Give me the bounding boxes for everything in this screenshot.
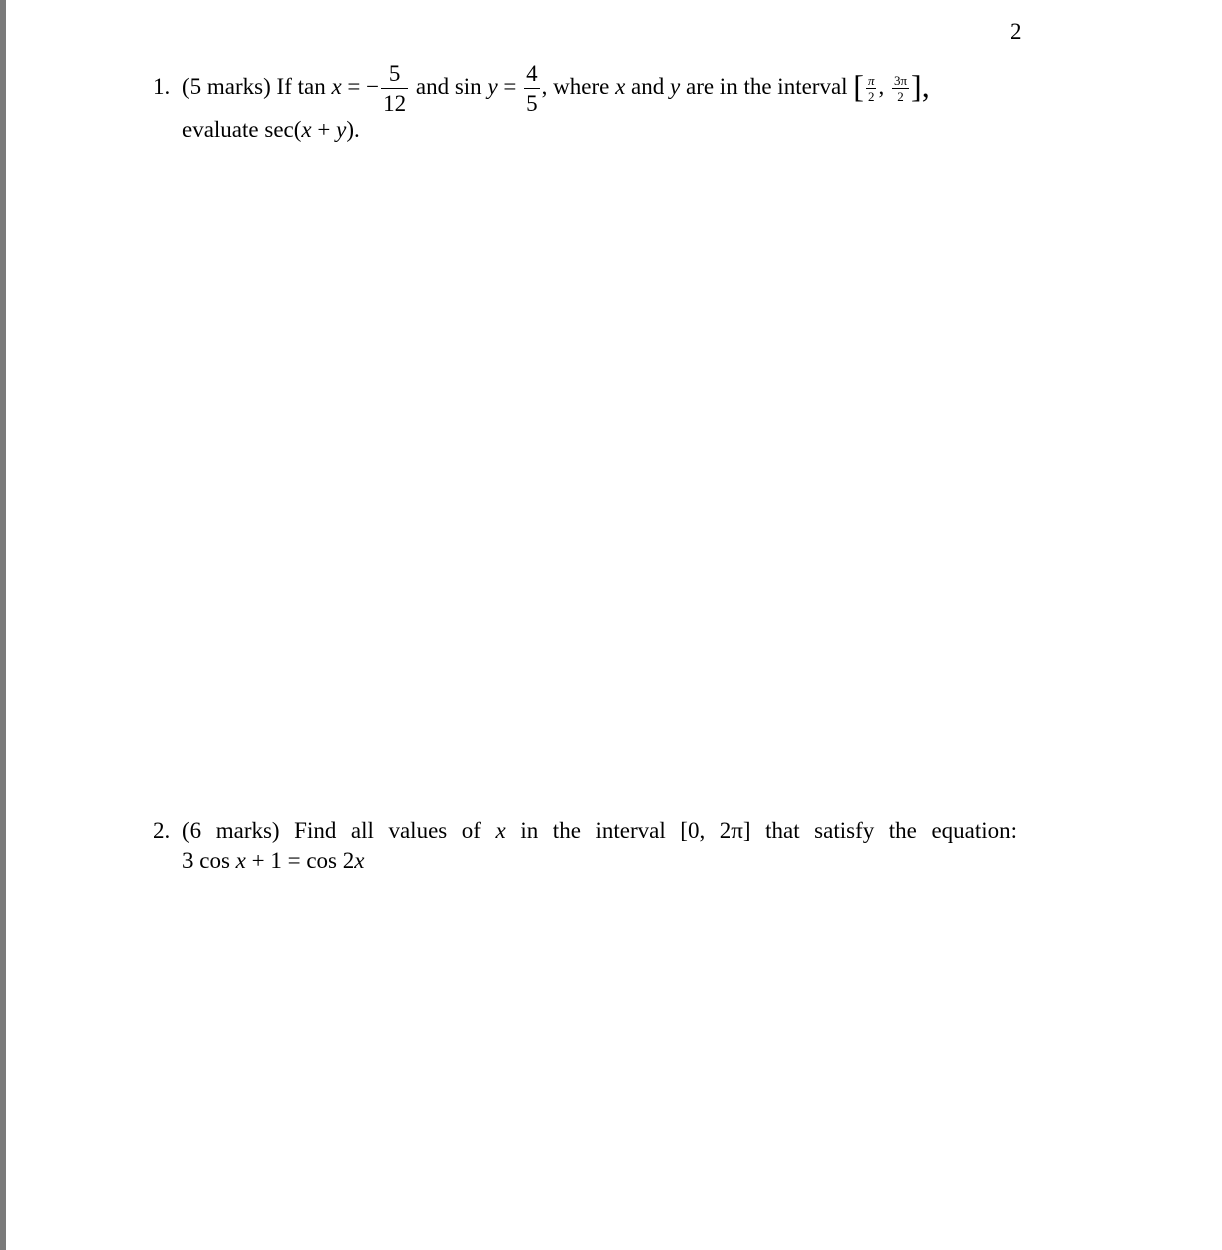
- problem-2-equation: [153, 846, 1017, 876]
- are-in-interval-text: are in the interval: [685, 73, 848, 99]
- interval-lower-denominator: 2: [867, 89, 875, 104]
- interval-separator: ,: [878, 73, 885, 99]
- problem-1-intro: If tan: [276, 73, 326, 99]
- and-text: and: [631, 73, 665, 99]
- problem-1-line-1: [153, 62, 1017, 115]
- interval-right-bracket: ],: [911, 67, 930, 104]
- tan-fraction: [381, 62, 408, 115]
- where-text: where: [553, 73, 610, 99]
- sin-fraction: [524, 62, 540, 115]
- problem-1-line-2: [153, 115, 1017, 145]
- problem-2-text-a: Find all values of: [294, 818, 481, 843]
- document-page: [6, 0, 1222, 1250]
- interval-upper-denominator: 2: [897, 89, 904, 104]
- equation-middle: + 1 = cos 2: [245, 848, 355, 873]
- problem-1-number: 1.: [153, 73, 171, 99]
- problem-1-marks: (5 marks): [182, 73, 271, 99]
- equation-rhs-x: x: [354, 848, 365, 873]
- problem-2-text-b: in the interval: [520, 818, 666, 843]
- interval-upper-numerator: 3π: [893, 73, 908, 88]
- page-number: 2: [1010, 19, 1022, 44]
- where-variable-x: x: [615, 73, 626, 99]
- problem-2-marks: (6 marks): [182, 818, 280, 843]
- equation-lhs-x: x: [235, 848, 246, 873]
- comma: ,: [541, 73, 548, 99]
- problem-2: [153, 816, 1017, 876]
- evaluate-variable-x: x: [301, 117, 312, 142]
- interval-lower-bound: [866, 74, 877, 103]
- sin-fraction-denominator: 5: [526, 91, 538, 116]
- equals-sign: =: [503, 73, 517, 99]
- problem-2-variable-x: x: [495, 818, 506, 843]
- evaluate-variable-y: y: [336, 117, 347, 142]
- evaluate-suffix: ).: [346, 117, 360, 142]
- tan-variable-x: x: [331, 73, 342, 99]
- and-sin-text: and sin: [415, 73, 482, 99]
- problem-2-interval: [0, 2π]: [680, 818, 751, 843]
- tan-fraction-numerator: 5: [381, 62, 408, 89]
- sin-variable-y: y: [487, 73, 498, 99]
- interval-left-bracket: [: [853, 67, 864, 104]
- sin-fraction-numerator: 4: [524, 62, 540, 89]
- equation-lhs-coefficient: 3 cos: [182, 848, 230, 873]
- where-variable-y: y: [670, 73, 681, 99]
- evaluate-prefix: evaluate sec(: [182, 117, 302, 142]
- evaluate-plus: +: [311, 117, 337, 142]
- problem-2-line-1: [153, 816, 1017, 846]
- interval-upper-bound: [892, 74, 909, 103]
- problem-2-number: 2.: [153, 818, 171, 843]
- equals-negative: = −: [347, 73, 380, 99]
- problem-2-text-c: that satisfy the equation:: [765, 818, 1018, 843]
- tan-fraction-denominator: 12: [383, 91, 407, 116]
- interval-lower-numerator: π: [867, 73, 875, 88]
- problem-1: [153, 62, 1017, 145]
